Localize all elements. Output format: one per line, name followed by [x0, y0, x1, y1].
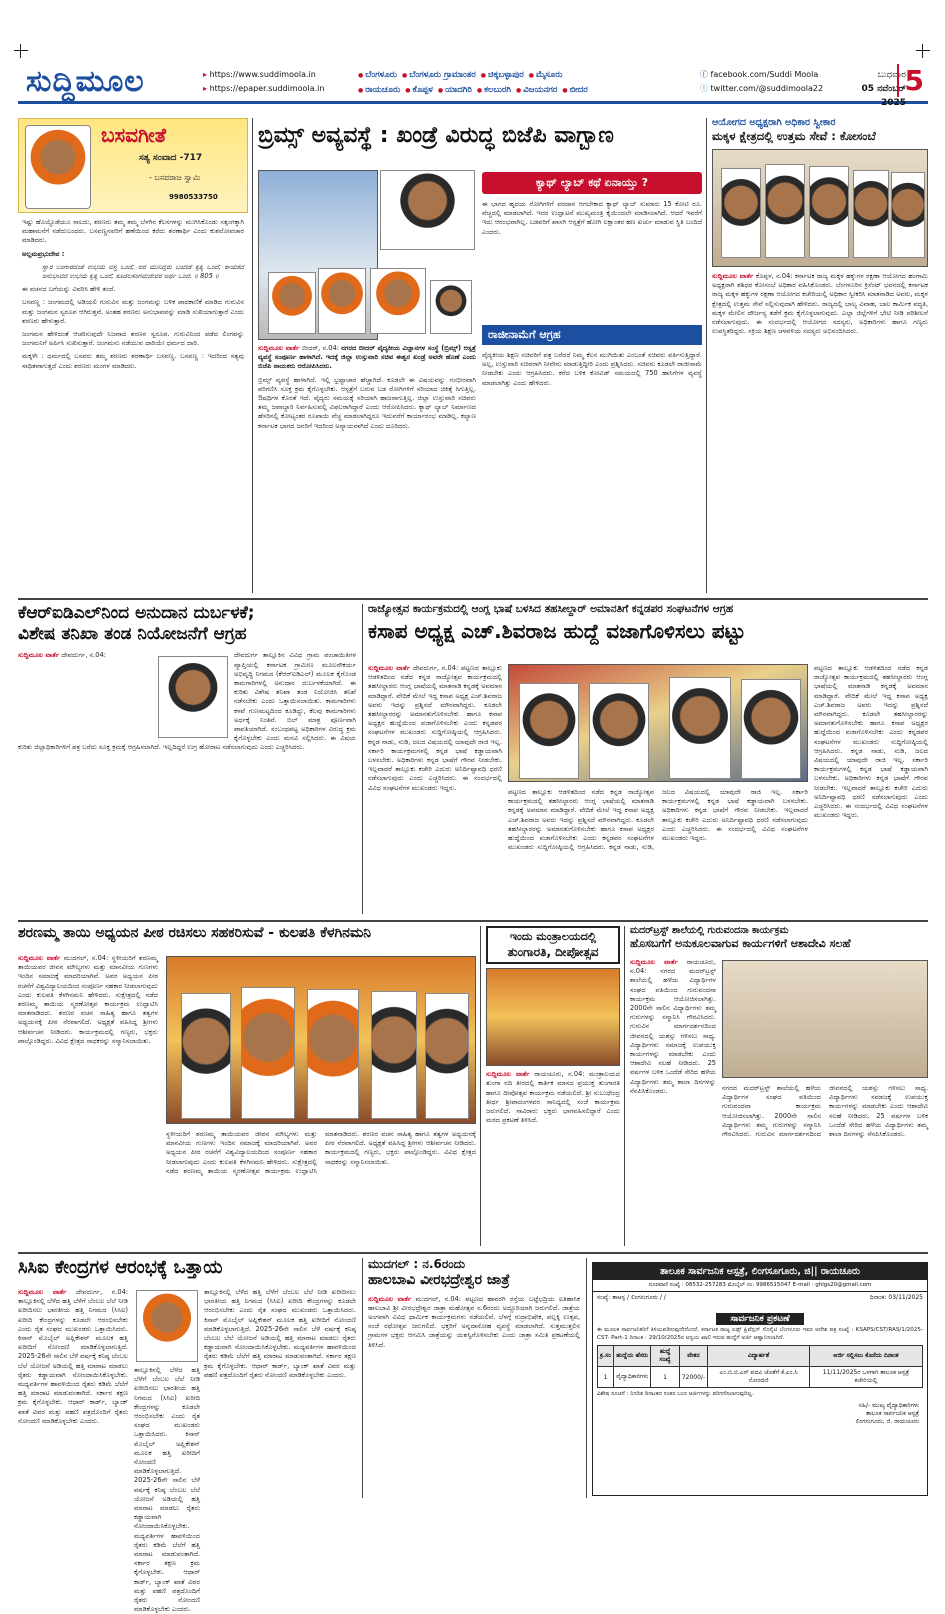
sharanamma-story: ಶರಣಮ್ಮ ತಾಯಿ ಅಧ್ಯಯನ ಪೀಠ ರಚಿಸಲು ಸಹಕರಿಸುವೆ - ಕುಲಪತಿ ಕೆಳಗಿನಮನಿ ಸುದ್ದಿಮೂಲ ವಾರ್ತೆ ಮುದಗಲ್, ನ.04: ಸ್ಥಳೀಯರಿಗೆ ಶರಣಮ್ಮ ತಾಯಿಯವರ ಜೀವನ ಮೌಲ್ಯಗಳು ಮತ್ತು ಮಾನವೀಯ ಗುಣಗಳು ಇಂದಿನ ಸಮಾಜಕ್ಕೆ ಮಾದರಿಯಾಗಿವೆ. ಅವರ ಅಧ್ಯಯನ ಪೀಠ ರಚನೆಗೆ ವಿಶ್ವವಿದ್ಯಾಲಯದಿಂದ ಸಂಪೂರ್ಣ ಸಹಕಾರ ನೀಡಲಾಗುವುದು ಎಂದು ಕುಲಪತಿ ಕೆಳಗಿನಮನಿ ಹೇಳಿದರು. ಸುಕ್ಷೇತ್ರದಲ್ಲಿ ನಡೆದ ಶರಣಮ್ಮ ತಾಯಿಯ ಸ್ಮರಣೋತ್ಸವ ಕಾರ್ಯಕ್ರಮ ಉದ್ಘಾಟಿಸಿ ಮಾತನಾಡಿದರು. ಶರಣರ ವಚನ ಸಾಹಿತ್ಯ ಹಾಗೂ ತತ್ವಗಳ ಅಧ್ಯಯನಕ್ಕೆ ಪೀಠ ನೆರವಾಗಲಿದೆ. ಅಧ್ಯಕ್ಷತೆ ವಹಿಸಿದ್ದ ಶ್ರೀಗಳು ಆಶೀರ್ವಚನ ನೀಡಿದರು. ಕಾರ್ಯಕ್ರಮದಲ್ಲಿ ಗಣ್ಯರು, ಭಕ್ತರು ಪಾಲ್ಗೊಂಡಿದ್ದರು. ವಿವಿಧ ಕ್ಷೇತ್ರದ ಸಾಧಕರನ್ನು ಸನ್ಮಾನಿಸಲಾಯಿತು. ಸ್ಥಳೀಯರಿಗೆ ಶರಣಮ್ಮ ತಾಯಿಯವರ ಜೀವನ ಮೌಲ್ಯಗಳು ಮತ್ತು ಮಾನವೀಯ ಗುಣಗಳು ಇಂದಿನ ಸಮಾಜಕ್ಕೆ ಮಾದರಿಯಾಗಿವೆ. ಅವರ ಅಧ್ಯಯನ ಪೀಠ ರಚನೆಗೆ ವಿಶ್ವವಿದ್ಯಾಲಯದಿಂದ ಸಂಪೂರ್ಣ ಸಹಕಾರ ನೀಡಲಾಗುವುದು ಎಂದು ಕುಲಪತಿ ಕೆಳಗಿನಮನಿ ಹೇಳಿದರು. ಸುಕ್ಷೇತ್ರದಲ್ಲಿ ನಡೆದ ಶರಣಮ್ಮ ತಾಯಿಯ ಸ್ಮರಣೋತ್ಸವ ಕಾರ್ಯಕ್ರಮ ಉದ್ಘಾಟಿಸಿ ಮಾತನಾಡಿದರು. ಶರಣರ ವಚನ ಸಾಹಿತ್ಯ ಹಾಗೂ ತತ್ವಗಳ ಅಧ್ಯಯನಕ್ಕೆ ಪೀಠ ನೆರವಾಗಲಿದೆ. ಅಧ್ಯಕ್ಷತೆ ವಹಿಸಿದ್ದ ಶ್ರೀಗಳು ಆಶೀರ್ವಚನ ನೀಡಿದರು. ಕಾರ್ಯಕ್ರಮದಲ್ಲಿ ಗಣ್ಯರು, ಭಕ್ತರು ಪಾಲ್ಗೊಂಡಿದ್ದರು. ವಿವಿಧ ಕ್ಷೇತ್ರದ ಸಾಧಕರನ್ನು ಸನ್ಮಾನಿಸಲಾಯಿತು.: [18, 925, 476, 1175]
kasapa-kicker: ರಾಜ್ಯೋತ್ಸವ ಕಾರ್ಯಕ್ರಮದಲ್ಲಿ ಆಂಗ್ಲ ಭಾಷೆ ಬಳಸಿದ ತಹಸೀಲ್ದಾರ್ ಅಮಾನತಿಗೆ ಕನ್ನಡಪರ ಸಂಘಟನೆಗಳ ಆಗ್ರಹ: [368, 603, 734, 615]
kridl-story: ಕೆಆರ್‌ಐಡಿಎಲ್‌ನಿಂದ ಅನುದಾನ ದುರ್ಬಳಕೆ; ವಿಶೇಷ ತನಿಖಾ ತಂಡ ನಿಯೋಜನೆಗೆ ಆಗ್ರಹ ಸುದ್ದಿಮೂಲ ವಾರ್ತೆ ದೇವದುರ್ಗ, ನ.04: ದೇವದುರ್ಗ ತಾಲ್ಲೂಕಿನ ವಿವಿಧ ಗ್ರಾಮ ಪಂಚಾಯಿತಿಗಳ ವ್ಯಾಪ್ತಿಯಲ್ಲಿ ಕರ್ನಾಟಕ ಗ್ರಾಮೀಣ ಮೂಲಸೌಕರ್ಯ ಅಭಿವೃದ್ಧಿ ನಿಗಮದ (ಕೆಆರ್‌ಐಡಿಎಲ್) ಮೂಲಕ ಕೈಗೊಂಡ ಕಾಮಗಾರಿಗಳಲ್ಲಿ ಅನುದಾನ ದುರ್ಬಳಕೆಯಾಗಿದೆ. ಈ ಕುರಿತು ವಿಶೇಷ ತನಿಖಾ ತಂಡ ನಿಯೋಜಿಸಿ ತನಿಖೆ ನಡೆಸಬೇಕು ಎಂದು ಒತ್ತಾಯಿಸಲಾಯಿತು. ಕಾಮಗಾರಿಗಳು ಕಳಪೆ ಗುಣಮಟ್ಟದಿಂದ ಕೂಡಿದ್ದು, ಕೆಲವು ಕಾಮಗಾರಿಗಳು ಅರ್ಧಕ್ಕೆ ನಿಂತಿವೆ. ಬಿಲ್ ಮಾತ್ರ ಪೂರ್ಣವಾಗಿ ಪಾವತಿಯಾಗಿದೆ. ಸಂಬಂಧಪಟ್ಟ ಅಧಿಕಾರಿಗಳ ವಿರುದ್ಧ ಕ್ರಮ ಕೈಗೊಳ್ಳಬೇಕು ಎಂದು ಮನವಿ ಸಲ್ಲಿಸಿದರು. ಈ ವಿಷಯ ಕುರಿತು ಜಿಲ್ಲಾಧಿಕಾರಿಗಳಿಗೆ ಪತ್ರ ಬರೆದು ಸೂಕ್ತ ಕ್ರಮಕ್ಕೆ ಆಗ್ರಹಿಸಲಾಗಿದೆ. ಇಲ್ಲದಿದ್ದರೆ ಉಗ್ರ ಹೋರಾಟ ನಡೆಸಲಾಗುವುದು ಎಂದು ಎಚ್ಚರಿಸಿದರು.: [18, 603, 356, 752]
city-link[interactable]: ● ಬೆಂಗಳೂರು: [358, 70, 397, 80]
byline: ಸುದ್ದಿಮೂಲ ವಾರ್ತೆ: [486, 1070, 530, 1079]
column-divider: [252, 118, 253, 593]
column-divider: [480, 926, 481, 1246]
person-figure: [519, 683, 579, 779]
person-figure: [307, 989, 359, 1119]
person-figure: [721, 168, 761, 258]
person-figure: [425, 993, 469, 1119]
person-figure: [669, 677, 731, 779]
twitter-icon: ⓣ: [700, 84, 708, 93]
city-link[interactable]: ● ಕೊಪ್ಪಳ: [405, 85, 433, 95]
masthead: [18, 62, 928, 108]
byline: ಸುದ್ದಿಮೂಲ ವಾರ್ತೆ: [258, 344, 300, 352]
guruvandana-kicker: ಮದರ್‌ಟ್ರಸ್ಟ್ ಶಾಲೆಯಲ್ಲಿ ಗುರುವಂದನಾ ಕಾರ್ಯಕ್ರಮ: [630, 925, 789, 936]
city-link[interactable]: ● ವಿಜಯನಗರ: [516, 85, 557, 95]
column-divider: [624, 926, 625, 1246]
byline: ಸುದ್ದಿಮೂಲ ವಾರ್ತೆ: [18, 651, 60, 660]
public-notice-ad: [592, 1262, 928, 1496]
person-figure: [241, 987, 295, 1119]
koshambi-headline[interactable]: ಮಕ್ಕಳ ಕ್ಷೇತ್ರದಲ್ಲಿ ಉತ್ತಮ ಸೇವೆ : ಕೋಸಂಬೆ: [712, 129, 876, 144]
basavageete-column: [18, 118, 248, 593]
person-figure: [181, 993, 231, 1119]
kasapa-press-meet-photo: [508, 664, 808, 782]
notice-intro: ಈ ಮೂಲಕ ಸಾರ್ವಜನಿಕರಿಗೆ ತಿಳಿಯಪಡಿಸುವುದೇನೆಂದರೆ, ಕರ್ನಾಟಕ ರಾಜ್ಯ ಏಡ್ಸ್ ಪ್ರಿವೆನ್ಷನ್ ಸೊಸೈಟಿ ಬೆಂಗಳೂರು ಇವರ ಆದೇಶ ಪತ್ರ ಸಂಖ್ಯೆ : KSAPS/CST/RAS/1/2025-CST- Part-1 ದಿನಾಂಕ : 29/10/2025ರ ಅನ್ವಯ ಖಾಲಿ ಇರುವ ಹುದ್ದೆಗೆ ಅರ್ಜಿ ಆಹ್ವಾನಿಸಲಾಗಿದೆ.: [597, 1327, 923, 1341]
website-links: [203, 68, 324, 96]
website-url[interactable]: ▸ https://www.suddimoola.in: [203, 68, 324, 82]
person-figure: [765, 164, 805, 258]
politician-portrait: [380, 170, 475, 250]
cath-lab-sidebar: ಕ್ಯಾಥ್ ಲ್ಯಾಬ್ ಕಥೆ ಏನಾಯ್ತು ? ಈ ಭಾಗದ ಹೃದಯ ರೋಗಿಗಳಿಗೆ ವರದಾನ ಆಗಬೇಕಾದ ಕ್ಯಾಥ್ ಲ್ಯಾಬ್ ಸುಮಾರು 15 ಕೋಟಿ ರೂ. ವೆಚ್ಚದಲ್ಲಿ ಮಾಡಲಾಗಿದೆ. ಇದರ ಉದ್ಘಾಟನೆ ಮುಖ್ಯಮಂತ್ರಿ ಕೈಯಿಂದಲೇ ಮಾಡಿಸಲಾಗಿದೆ. ಆದರೆ ಇವರೆಗೆ ಇದು ಆರಂಭವಾಗಿಲ್ಲ. ಬಡವರಿಗೆ ಖಾಸಗಿ ಆಸ್ಪತ್ರೆಗೆ ಹೋಗಿ ಲಕ್ಷಾಂತರ ಹಣ ಖರ್ಚು ಮಾಡುವ ಸ್ಥಿತಿ ಬಂದಿದೆ ಎಂದರು.: [482, 172, 702, 322]
notice-title: ಸಾರ್ವಜನಿಕ ಪ್ರಕಟಣೆ: [593, 1306, 927, 1325]
table-row: 1 ವೈದ್ಯಾಧಿಕಾರಿಗಳು 1 72000/- ಎಂ.ಬಿ.ಬಿ.ಎಸ್ ಪದವಿ ಜೊತೆಗೆ ಕೆ.ಎಂ.ಸಿ ನೋಂದಣಿ 11/11/2025ರ ಒಳಗಾಗಿ ತಾಲೂಕ ಆಸ್ಪತ್ರೆ ಕಚೇರಿಯಲ್ಲಿ: [598, 1367, 923, 1388]
newspaper-logo[interactable]: ಸುದ್ದಿಮೂಲ: [26, 64, 145, 99]
politician-portrait: [430, 280, 472, 334]
farmer-leader-portrait: [136, 1290, 198, 1362]
guruvandana-story: ಮದರ್‌ಟ್ರಸ್ಟ್ ಶಾಲೆಯಲ್ಲಿ ಗುರುವಂದನಾ ಕಾರ್ಯಕ್ರಮ ಹೊಸಬಗೆಗೆ ಅನುಕೂಲವಾಗುವ ಕಾರ್ಯಗಳಿಗೆ ಆಶಾದೇವಿ ಸಲಹೆ ಸುದ್ದಿಮೂಲ ವಾರ್ತೆ ರಾಯಚೂರು, ನ.04: ನಗರದ ಮದರ್‌ಟ್ರಸ್ಟ್ ಶಾಲೆಯಲ್ಲಿ ಹಳೆಯ ವಿದ್ಯಾರ್ಥಿಗಳ ಸಂಘದ ವತಿಯಿಂದ ಗುರುವಂದನಾ ಕಾರ್ಯಕ್ರಮ ಆಯೋಜಿಸಲಾಗಿತ್ತು. 2000ನೇ ಸಾಲಿನ ವಿದ್ಯಾರ್ಥಿಗಳು ತಮ್ಮ ಗುರುಗಳನ್ನು ಸನ್ಮಾನಿಸಿ ಗೌರವಿಸಿದರು. ಗುರುವಿನ ಮಾರ್ಗದರ್ಶನದಿಂದ ಜೀವನದಲ್ಲಿ ಯಶಸ್ಸು ಗಳಿಸಲು ಸಾಧ್ಯ. ವಿದ್ಯಾರ್ಥಿಗಳು ಸಮಾಜಕ್ಕೆ ಉಪಯುಕ್ತ ಕಾರ್ಯಗಳನ್ನು ಮಾಡಬೇಕು ಎಂದು ಆಶಾದೇವಿ ಸಲಹೆ ನೀಡಿದರು. 25 ವರ್ಷಗಳ ಬಳಿಕ ಒಂದೆಡೆ ಸೇರಿದ ಹಳೆಯ ವಿದ್ಯಾರ್ಥಿಗಳು ತಮ್ಮ ಶಾಲಾ ದಿನಗಳನ್ನು ನೆನಪಿಸಿಕೊಂಡರು. ನಗರದ ಮದರ್‌ಟ್ರಸ್ಟ್ ಶಾಲೆಯಲ್ಲಿ ಹಳೆಯ ವಿದ್ಯಾರ್ಥಿಗಳ ಸಂಘದ ವತಿಯಿಂದ ಗುರುವಂದನಾ ಕಾರ್ಯಕ್ರಮ ಆಯೋಜಿಸಲಾಗಿತ್ತು. 2000ನೇ ಸಾಲಿನ ವಿದ್ಯಾರ್ಥಿಗಳು ತಮ್ಮ ಗುರುಗಳನ್ನು ಸನ್ಮಾನಿಸಿ ಗೌರವಿಸಿದರು. ಗುರುವಿನ ಮಾರ್ಗದರ್ಶನದಿಂದ ಜೀವನದಲ್ಲಿ ಯಶಸ್ಸು ಗಳಿಸಲು ಸಾಧ್ಯ. ವಿದ್ಯಾರ್ಥಿಗಳು ಸಮಾಜಕ್ಕೆ ಉಪಯುಕ್ತ ಕಾರ್ಯಗಳನ್ನು ಮಾಡಬೇಕು ಎಂದು ಆಶಾದೇವಿ ಸಲಹೆ ನೀಡಿದರು. 25 ವರ್ಷಗಳ ಬಳಿಕ ಒಂದೆಡೆ ಸೇರಿದ ಹಳೆಯ ವಿದ್ಯಾರ್ಥಿಗಳು ತಮ್ಮ ಶಾಲಾ ದಿನಗಳನ್ನು ನೆನಪಿಸಿಕೊಂಡರು.: [630, 925, 928, 1139]
city-link[interactable]: ● ಕಲಬುರಗಿ: [477, 85, 511, 95]
brims-headline[interactable]: ಬ್ರಿಮ್ಸ್ ಅವ್ಯವಸ್ಥೆ : ಖಂಡ್ರೆ ವಿರುದ್ಧ ಬಿಜೆಪಿ ವಾಗ್ಬಾಣ: [258, 123, 614, 148]
mantralaya-temple-photo: [486, 968, 620, 1066]
guruvandana-headline[interactable]: ಹೊಸಬಗೆಗೆ ಅನುಕೂಲವಾಗುವ ಕಾರ್ಯಗಳಿಗೆ ಆಶಾದೇವಿ ಸಲಹೆ: [630, 937, 851, 951]
notice-note: ವಿಶೇಷ ಸೂಚನೆ : ನಿಗದಿತ ದಿನಾಂಕದ ನಂತರ ಬಂದ ಅರ್ಜಿಗಳನ್ನು ಪರಿಗಣಿಸಲಾಗುವುದಿಲ್ಲ.: [597, 1391, 754, 1398]
mantralaya-headline-box[interactable]: ಇಂದು ಮಂತ್ರಾಲಯದಲ್ಲಿ ತುಂಗಾರತಿ, ದೀಪೋತ್ಸವ: [486, 926, 620, 964]
basavanna-portrait: [25, 125, 91, 209]
registration-mark: [916, 44, 930, 58]
basavageete-banner: [18, 118, 248, 213]
byline: ಸುದ್ದಿಮೂಲ ವಾರ್ತೆ: [368, 1294, 412, 1303]
person-figure: [891, 172, 925, 258]
cci-headline[interactable]: ಸಿಸಿಐ ಕೇಂದ್ರಗಳ ಆರಂಭಕ್ಕೆ ಒತ್ತಾಯ: [18, 1257, 223, 1278]
brims-lead: ಸುದ್ದಿಮೂಲ ವಾರ್ತೆ ಬೀದರ್, ನ.04: ನಗರದ ಬೀದರ್ ವೈದ್ಯಕೀಯ ವಿಜ್ಞಾನಗಳ ಸಂಸ್ಥೆ (ಬ್ರಿಮ್ಸ್) ಆಸ್ಪತ್ರೆ ವ್ಯವಸ್ಥೆ ಸಂಪೂರ್ಣ ಹಾಳಾಗಿದೆ. ಇದಕ್ಕೆ ಜಿಲ್ಲಾ ಉಸ್ತುವಾರಿ ಸಚಿವ ಈಶ್ವರ ಖಂಡ್ರೆ ಅವರೇ ಹೊಣೆ ಎಂದು ಬಿಜೆಪಿ ನಾಯಕರು ಆರೋಪಿಸಿದರು. ಬ್ರಿಮ್ಸ್ ವ್ಯವಸ್ಥೆ ಹಾಳಾಗಿದೆ. ಇಲ್ಲಿ ಭ್ರಷ್ಟಾಚಾರ ಹೆಚ್ಚಾಗಿದೆ. ಕೂಡಲೇ ಈ ವಿಷಯವನ್ನು ಗಂಭೀರವಾಗಿ ಪರಿಗಣಿಸಿ ಸೂಕ್ತ ಕ್ರಮ ಕೈಗೊಳ್ಳಬೇಕು. ಆಸ್ಪತ್ರೆಗೆ ಬರುವ ಬಡ ರೋಗಿಗಳಿಗೆ ಸರಿಯಾದ ಚಿಕಿತ್ಸೆ ಸಿಗುತ್ತಿಲ್ಲ. ಔಷಧಿಗಳ ಕೊರತೆ ಇದೆ. ವೈದ್ಯರು ಸಮಯಕ್ಕೆ ಸರಿಯಾಗಿ ಹಾಜರಾಗುತ್ತಿಲ್ಲ. ಜಿಲ್ಲಾ ಉಸ್ತುವಾರಿ ಸಚಿವರು ತಮ್ಮ ಜವಾಬ್ದಾರಿ ನಿರ್ವಹಿಸುವಲ್ಲಿ ವಿಫಲರಾಗಿದ್ದಾರೆ ಎಂದು ಆರೋಪಿಸಿದರು. ಕ್ಯಾಥ್ ಲ್ಯಾಬ್ ನಿರ್ಮಾಣದ ಹೆಸರಿನಲ್ಲಿ ಕೋಟ್ಯಂತರ ರೂಪಾಯಿ ವೆಚ್ಚ ಮಾಡಲಾಗಿದ್ದರೂ ಇದುವರೆಗೆ ಕಾರ್ಯಾರಂಭ ಮಾಡಿಲ್ಲ. ಕಲ್ಯಾಣ ಕರ್ನಾಟಕ ಭಾಗದ ಜನರಿಗೆ ಇದರಿಂದ ಅನ್ಯಾಯವಾಗಿದೆ ಎಂದು ದೂರಿದರು.: [258, 344, 476, 430]
person-figure: [853, 170, 889, 258]
politician-portrait: [268, 272, 316, 334]
issue-date-text: 05 ನವೆಂಬರ್ 2025: [861, 84, 906, 108]
vacancy-table: ಕ್ರ.ಸಂ ಹುದ್ದೆಯ ಹೆಸರು ಹುದ್ದೆ ಸಂಖ್ಯೆ ವೇತನ ವಿದ್ಯಾರ್ಹತೆ ಅರ್ಜಿ ಸಲ್ಲಿಸಲು ಕೊನೆಯ ದಿನಾಂಕ 1 ವೈದ್ಯಾಧಿಕಾರಿಗಳು 1 72000/- ಎಂ.ಬಿ.ಬಿ.ಎಸ್ ಪದವಿ ಜೊತೆಗೆ ಕೆ.ಎಂ.ಸಿ ನೋಂದಣಿ 11/11/2025ರ ಒಳಗಾಗಿ ತಾಲೂಕ ಆಸ್ಪತ್ರೆ ಕಚೇರಿಯಲ್ಲಿ: [597, 1345, 923, 1388]
kasapa-story: ರಾಜ್ಯೋತ್ಸವ ಕಾರ್ಯಕ್ರಮದಲ್ಲಿ ಆಂಗ್ಲ ಭಾಷೆ ಬಳಸಿದ ತಹಸೀಲ್ದಾರ್ ಅಮಾನತಿಗೆ ಕನ್ನಡಪರ ಸಂಘಟನೆಗಳ ಆಗ್ರಹ ಕಸಾಪ ಅಧ್ಯಕ್ಷ ಎಚ್.ಶಿವರಾಜ ಹುದ್ದೆ ವಜಾಗೊಳಿಸಲು ಪಟ್ಟು ಸುದ್ದಿಮೂಲ ವಾರ್ತೆ ದೇವದುರ್ಗ, ನ.04: ಪಟ್ಟಣದ ತಾಲ್ಲೂಕು ಆಡಳಿತದಿಂದ ನಡೆದ ಕನ್ನಡ ರಾಜ್ಯೋತ್ಸವ ಕಾರ್ಯಕ್ರಮದಲ್ಲಿ ತಹಸೀಲ್ದಾರರು ಆಂಗ್ಲ ಭಾಷೆಯಲ್ಲಿ ಮಾತನಾಡಿ ಕನ್ನಡಕ್ಕೆ ಅವಮಾನ ಮಾಡಿದ್ದಾರೆ. ವೇದಿಕೆ ಮೇಲೆ ಇದ್ದ ಕಸಾಪ ಅಧ್ಯಕ್ಷ ಎಚ್.ಶಿವರಾಜ ಅವರು ಇದನ್ನು ಪ್ರಶ್ನಿಸದೆ ಮೌನವಾಗಿದ್ದರು. ಕೂಡಲೇ ತಹಸೀಲ್ದಾರರನ್ನು ಅಮಾನತುಗೊಳಿಸಬೇಕು ಹಾಗೂ ಕಸಾಪ ಅಧ್ಯಕ್ಷರ ಹುದ್ದೆಯಿಂದ ವಜಾಗೊಳಿಸಬೇಕು ಎಂದು ಕನ್ನಡಪರ ಸಂಘಟನೆಗಳ ಮುಖಂಡರು ಸುದ್ದಿಗೋಷ್ಠಿಯಲ್ಲಿ ಆಗ್ರಹಿಸಿದರು. ಕನ್ನಡ ನಾಡು, ನುಡಿ, ಜಲದ ವಿಷಯದಲ್ಲಿ ಯಾವುದೇ ರಾಜಿ ಇಲ್ಲ. ಸರ್ಕಾರಿ ಕಾರ್ಯಕ್ರಮಗಳಲ್ಲಿ ಕನ್ನಡ ಭಾಷೆ ಕಡ್ಡಾಯವಾಗಿ ಬಳಸಬೇಕು. ಅಧಿಕಾರಿಗಳು ಕನ್ನಡ ಭಾಷೆಗೆ ಗೌರವ ನೀಡಬೇಕು. ಇಲ್ಲವಾದರೆ ತಾಲ್ಲೂಕು ಕಚೇರಿ ಎದುರು ಅನಿರ್ದಿಷ್ಟಾವಧಿ ಧರಣಿ ನಡೆಸಲಾಗುವುದು ಎಂದು ಎಚ್ಚರಿಸಿದರು. ಈ ಸಂದರ್ಭದಲ್ಲಿ ವಿವಿಧ ಸಂಘಟನೆಗಳ ಮುಖಂಡರು ಇದ್ದರು. ಪಟ್ಟಣದ ತಾಲ್ಲೂಕು ಆಡಳಿತದಿಂದ ನಡೆದ ಕನ್ನಡ ರಾಜ್ಯೋತ್ಸವ ಕಾರ್ಯಕ್ರಮದಲ್ಲಿ ತಹಸೀಲ್ದಾರರು ಆಂಗ್ಲ ಭಾಷೆಯಲ್ಲಿ ಮಾತನಾಡಿ ಕನ್ನಡಕ್ಕೆ ಅವಮಾನ ಮಾಡಿದ್ದಾರೆ. ವೇದಿಕೆ ಮೇಲೆ ಇದ್ದ ಕಸಾಪ ಅಧ್ಯಕ್ಷ ಎಚ್.ಶಿವರಾಜ ಅವರು ಇದನ್ನು ಪ್ರಶ್ನಿಸದೆ ಮೌನವಾಗಿದ್ದರು. ಕೂಡಲೇ ತಹಸೀಲ್ದಾರರನ್ನು ಅಮಾನತುಗೊಳಿಸಬೇಕು ಹಾಗೂ ಕಸಾಪ ಅಧ್ಯಕ್ಷರ ಹುದ್ದೆಯಿಂದ ವಜಾಗೊಳಿಸಬೇಕು ಎಂದು ಕನ್ನಡಪರ ಸಂಘಟನೆಗಳ ಮುಖಂಡರು ಸುದ್ದಿಗೋಷ್ಠಿಯಲ್ಲಿ ಆಗ್ರಹಿಸಿದರು. ಕನ್ನಡ ನಾಡು, ನುಡಿ, ಜಲದ ವಿಷಯದಲ್ಲಿ ಯಾವುದೇ ರಾಜಿ ಇಲ್ಲ. ಸರ್ಕಾರಿ ಕಾರ್ಯಕ್ರಮಗಳಲ್ಲಿ ಕನ್ನಡ ಭಾಷೆ ಕಡ್ಡಾಯವಾಗಿ ಬಳಸಬೇಕು. ಅಧಿಕಾರಿಗಳು ಕನ್ನಡ ಭಾಷೆಗೆ ಗೌರವ ನೀಡಬೇಕು. ಇಲ್ಲವಾದರೆ ತಾಲ್ಲೂಕು ಕಚೇರಿ ಎದುರು ಅನಿರ್ದಿಷ್ಟಾವಧಿ ಧರಣಿ ನಡೆಸಲಾಗುವುದು ಎಂದು ಎಚ್ಚರಿಸಿದರು. ಈ ಸಂದರ್ಭದಲ್ಲಿ ವಿವಿಧ ಸಂಘಟನೆಗಳ ಮುಖಂಡರು ಇದ್ದರು. ಪಟ್ಟಣದ ತಾಲ್ಲೂಕು ಆಡಳಿತದಿಂದ ನಡೆದ ಕನ್ನಡ ರಾಜ್ಯೋತ್ಸವ ಕಾರ್ಯಕ್ರಮದಲ್ಲಿ ತಹಸೀಲ್ದಾರರು ಆಂಗ್ಲ ಭಾಷೆಯಲ್ಲಿ ಮಾತನಾಡಿ ಕನ್ನಡಕ್ಕೆ ಅವಮಾನ ಮಾಡಿದ್ದಾರೆ. ವೇದಿಕೆ ಮೇಲೆ ಇದ್ದ ಕಸಾಪ ಅಧ್ಯಕ್ಷ ಎಚ್.ಶಿವರಾಜ ಅವರು ಇದನ್ನು ಪ್ರಶ್ನಿಸದೆ ಮೌನವಾಗಿದ್ದರು. ಕೂಡಲೇ ತಹಸೀಲ್ದಾರರನ್ನು ಅಮಾನತುಗೊಳಿಸಬೇಕು ಹಾಗೂ ಕಸಾಪ ಅಧ್ಯಕ್ಷರ ಹುದ್ದೆಯಿಂದ ವಜಾಗೊಳಿಸಬೇಕು ಎಂದು ಕನ್ನಡಪರ ಸಂಘಟನೆಗಳ ಮುಖಂಡರು ಸುದ್ದಿಗೋಷ್ಠಿಯಲ್ಲಿ ಆಗ್ರಹಿಸಿದರು. ಕನ್ನಡ ನಾಡು, ನುಡಿ, ಜಲದ ವಿಷಯದಲ್ಲಿ ಯಾವುದೇ ರಾಜಿ ಇಲ್ಲ. ಸರ್ಕಾರಿ ಕಾರ್ಯಕ್ರಮಗಳಲ್ಲಿ ಕನ್ನಡ ಭಾಷೆ ಕಡ್ಡಾಯವಾಗಿ ಬಳಸಬೇಕು. ಅಧಿಕಾರಿಗಳು ಕನ್ನಡ ಭಾಷೆಗೆ ಗೌರವ ನೀಡಬೇಕು. ಇಲ್ಲವಾದರೆ ತಾಲ್ಲೂಕು ಕಚೇರಿ ಎದುರು ಅನಿರ್ದಿಷ್ಟಾವಧಿ ಧರಣಿ ನಡೆಸಲಾಗುವುದು ಎಂದು ಎಚ್ಚರಿಸಿದರು. ಈ ಸಂದರ್ಭದಲ್ಲಿ ವಿವಿಧ ಸಂಘಟನೆಗಳ ಮುಖಂಡರು ಇದ್ದರು.: [368, 603, 928, 852]
person-figure: [589, 683, 649, 779]
column-divider: [706, 118, 707, 593]
issue-day: ಬುಧವಾರ: [877, 70, 906, 80]
city-link[interactable]: ● ಬೀದರ: [562, 85, 587, 95]
mantralaya-story: ಇಂದು ಮಂತ್ರಾಲಯದಲ್ಲಿ ತುಂಗಾರತಿ, ದೀಪೋತ್ಸವ ಸುದ್ದಿಮೂಲ ವಾರ್ತೆ ರಾಯಚೂರು, ನ.04: ಮಂತ್ರಾಲಯದ ತುಂಗಾ ನದಿ ತೀರದಲ್ಲಿ ಕಾರ್ತಿಕ ಮಾಸದ ಪ್ರಯುಕ್ತ ತುಂಗಾರತಿ ಹಾಗೂ ದೀಪೋತ್ಸವ ಕಾರ್ಯಕ್ರಮ ನಡೆಯಲಿದೆ. ಶ್ರೀ ಸುಬುಧೇಂದ್ರ ತೀರ್ಥ ಶ್ರೀಪಾದಂಗಳವರ ಸಾನಿಧ್ಯದಲ್ಲಿ ಸಂಜೆ ಕಾರ್ಯಕ್ರಮ ಜರುಗಲಿದೆ. ಸಾವಿರಾರು ಭಕ್ತರು ಭಾಗವಹಿಸಲಿದ್ದಾರೆ ಎಂದು ಮಠದ ಪ್ರಕಟಣೆ ತಿಳಿಸಿದೆ.: [486, 926, 620, 1246]
column-subtitle: ಸತ್ಯ ಸಂವಾದ -717: [139, 153, 203, 163]
registration-mark: [14, 44, 28, 58]
basavageete-body: ಇಷ್ಟು ಹೊಯ್ದೊಡೆಯೂ ಸಾಲದು, ಶರಣರು ತಮ್ಮ ತಮ್ಮ ಬೆಳಗಿನ ಕೆಲಸಗಳನ್ನು ಮುಗಿಸಿಕೊಂಡು ಸತ್ಸಂಗಕ್ಕಾಗಿ ಮಹಾಮನೆಗೆ ನಡೆದುಬಂದರು. ಬಸವಣ್ಣನವರಿಗೆ ಹಣೆಯಿಂದ ಕರೆದು ಶರಣಾರ್ಥಿ ಎಂದು ಕುಶಲೋಪಚಾರ ಮಾಡಿದರು. ಅಲ್ಲಮಪ್ರಭುದೇವ : ಸ್ವಾರ ಬಂಗಾರದಂತೆ ಉಭಯ ವಸ್ತ ಒಂದೆ; ಆರ ಮುನಿದ್ದರು ಬಂದಡೆ ಕೃತ್ಯ ಒಂದೆ; ಕಾಯಕದ ಅನುಭಾವದ ಉಭಯ ಕೃತ್ಯ ಒಂದೆ; ಕೂಡಲಸಂಗಮದೇವರ ಅರ್ಥ ಒಂದೆ. ॥ 805 ॥ ಈ ವಚನದ ಬಗೆಯನ್ನು ವಿವರಿಸಿ ಹೇಳಿ ತಂದೆ. ಬಸವಣ್ಣ : ಜಂಗಮದಲ್ಲಿ ಅಡಿಯಲಿ ಗುರುವಿನ ಮತ್ತು ಜಂಗಮನ್ನು ಬಳಿಕ ಪಾದಕಾಣಿಕೆ ಮಾಡಿದ ಗುರುವಿನ ಮತ್ತು ಜಂಗಮನ ಸ್ವರೂಪ ಆಗಿರುತ್ತವೆ. ಅಂತಹ ಶರಣರು ಅನುಭಾವವನ್ನು ಮಾಡಿ ಸುಖಿಯಾಗುತ್ತಾರೆ ಎಂದು ಶರಣರು ಹೇಳುತ್ತಾರೆ. ಜಂಗಮನ ಹೇಳಿದಂತೆ ಆಚರಿಸುವುದೇ ನಿಜವಾದ ಶರಣನ ಸ್ವರೂಪ. ಗುರುವಿನಿಂದ ಪಡೆದ ಲಿಂಗವನ್ನು ಜಂಗಮನಿಗೆ ಅರ್ಪಿಸಿ ಸುಖಿಸುತ್ತಾರೆ. ಜಂಗಮನು ನಡೆಯುವ ದಾರಿಯೇ ಧರ್ಮದ ದಾರಿ. ಮಕ್ಕಳೇ : ಧರ್ಮದಲ್ಲಿ ಬಸವರು ತಮ್ಮ ಶರಣರು ಶರಣಾರ್ಥಿ ಬಸವಣ್ಣ. ಬಸವಣ್ಣ : ಇದರಿಂದ ಸತ್ಯವು ಸಾಧಿತವಾಗುತ್ತದೆ ಎಂದು ಶರಣರು ಮಂಗಳ ಮಾಡಿದರು.: [22, 218, 244, 370]
page-number: 5: [897, 64, 924, 97]
facebook-link[interactable]: facebook.com/Suddi Moola: [710, 70, 819, 79]
byline: ಸುದ್ದಿಮೂಲ ವಾರ್ತೆ: [712, 272, 754, 281]
byline: ಸುದ್ದಿಮೂಲ ವಾರ್ತೆ: [630, 958, 678, 966]
city-link[interactable]: ● ಚಿಕ್ಕಬಳ್ಳಾಪುರ: [481, 70, 524, 80]
activist-portrait: [158, 656, 228, 738]
koshambi-kicker: ಆಯೋಗದ ಅಧ್ಯಕ್ಷರಾಗಿ ಅಧಿಕಾರ ಸ್ವೀಕಾರ: [712, 117, 836, 128]
issue-date: [836, 68, 906, 110]
mudagal-story: ಮುದಗಲ್ : ನ.6ರಂದು ಹಾಲಬಾವಿ ವೀರಭದ್ರೇಶ್ವರ ಜಾತ್ರೆ ಸುದ್ದಿಮೂಲ ವಾರ್ತೆ ಮುದಗಲ್, ನ.04: ಪಟ್ಟಣದ ಹಾವರಗಿ ರಸ್ತೆಯ ಬಟ್ಟೆಭದ್ರಿಯ ಐತಿಹಾಸಿಕ ಹಾಲಬಾವಿ ಶ್ರೀ ವೀರಭದ್ರೇಶ್ವರ ಜಾತ್ರಾ ಮಹೋತ್ಸವ ನ.6ರಂದು ಅದ್ದೂರಿಯಾಗಿ ಜರುಗಲಿದೆ. ಜಾತ್ರೆಯ ಅಂಗವಾಗಿ ವಿವಿಧ ಧಾರ್ಮಿಕ ಕಾರ್ಯಕ್ರಮಗಳು ನಡೆಯಲಿವೆ. ಬೆಳಗ್ಗೆ ರುದ್ರಾಭಿಷೇಕ, ಪಲ್ಲಕ್ಕಿ ಉತ್ಸವ, ಸಂಜೆ ರಥೋತ್ಸವ ಜರುಗಲಿದೆ. ಭಕ್ತರಿಗೆ ಅನ್ನದಾಸೋಹ ವ್ಯವಸ್ಥೆ ಮಾಡಲಾಗಿದೆ. ಸುತ್ತಮುತ್ತಲಿನ ಗ್ರಾಮಗಳ ಭಕ್ತರು ಆಗಮಿಸಿ ಜಾತ್ರೆಯನ್ನು ಯಶಸ್ವಿಗೊಳಿಸಬೇಕು ಎಂದು ಜಾತ್ರಾ ಸಮಿತಿ ಪ್ರಕಟಣೆಯಲ್ಲಿ ತಿಳಿಸಿದೆ.: [368, 1257, 580, 1349]
column-author: - ಬಸವರಾಜ ಸ್ವಾಮಿ: [149, 173, 201, 182]
facebook-icon: ⓕ: [700, 70, 708, 79]
alumni-group-photo: [722, 960, 928, 1078]
resignation-title: ರಾಜೀನಾಮೆಗೆ ಆಗ್ರಹ: [482, 325, 702, 345]
person-figure: [741, 679, 801, 779]
notice-reference: ಸಂಖ್ಯೆ: ತಾಆಸ್ಪ / ಲಿಂಗಸುಗೂರು / /: [597, 1294, 666, 1301]
section-divider: [18, 920, 928, 922]
politician-portrait: [318, 268, 366, 334]
kridl-headline-2[interactable]: ವಿಶೇಷ ತನಿಖಾ ತಂಡ ನಿಯೋಜನೆಗೆ ಆಗ್ರಹ: [18, 623, 247, 644]
column-divider: [362, 1258, 363, 1498]
city-link[interactable]: ● ಬೆಂಗಳೂರು ಗ್ರಾಮಾಂತರ: [402, 70, 476, 80]
mudagal-kicker: ಮುದಗಲ್ : ನ.6ರಂದು: [368, 1257, 466, 1271]
epaper-url[interactable]: ▸ https://epaper.suddimoola.in: [203, 82, 324, 96]
column-divider: [362, 604, 363, 914]
byline: ಸುದ್ದಿಮೂಲ ವಾರ್ತೆ: [368, 664, 410, 672]
column-phone: 9980533750: [169, 193, 218, 201]
section-divider: [18, 598, 928, 600]
city-link[interactable]: ● ಯಾದಗಿರಿ: [438, 85, 472, 95]
politician-portrait: [370, 268, 426, 334]
byline: ಸುದ್ದಿಮೂಲ ವಾರ್ತೆ: [18, 1288, 67, 1296]
notice-date: ದಿನಾಂಕ: 03/11/2025: [869, 1294, 923, 1301]
cath-lab-title: ಕ್ಯಾಥ್ ಲ್ಯಾಬ್ ಕಥೆ ಏನಾಯ್ತು ?: [482, 172, 702, 194]
cci-story: ಸಿಸಿಐ ಕೇಂದ್ರಗಳ ಆರಂಭಕ್ಕೆ ಒತ್ತಾಯ ಸುದ್ದಿಮೂಲ ವಾರ್ತೆ ದೇವದುರ್ಗ, ನ.04: ತಾಲ್ಲೂಕಿನಲ್ಲಿ ಬೆಳೆದ ಹತ್ತಿ ಬೆಳೆಗೆ ಬೆಂಬಲ ಬೆಲೆ ನೀಡಿ ಖರೀದಿಸಲು ಭಾರತೀಯ ಹತ್ತಿ ನಿಗಮದ (ಸಿಸಿಐ) ಖರೀದಿ ಕೇಂದ್ರಗಳನ್ನು ಕೂಡಲೇ ಆರಂಭಿಸಬೇಕು ಎಂದು ರೈತ ಸಂಘದ ಮುಖಂಡರು ಒತ್ತಾಯಿಸಿದರು. ಕಿಸಾನ್ ಮೊಬೈಲ್ ಅಪ್ಲಿಕೇಶನ್ ಮೂಲಕ ಹತ್ತಿ ಖರೀದಿಗೆ ನೋಂದಣಿ ಮಾಡಿಕೊಳ್ಳಲಾಗುತ್ತಿದೆ. 2025-26ನೇ ಸಾಲಿನ ಬೆಳೆ ವರ್ಷಕ್ಕೆ ಕನಿಷ್ಠ ಬೆಂಬಲ ಬೆಲೆ ಯೋಜನೆ ಅಡಿಯಲ್ಲಿ ಹತ್ತಿ ಮಾರಾಟ ಮಾಡಲು ರೈತರು ಕಡ್ಡಾಯವಾಗಿ ನೋಂದಾಯಿಸಿಕೊಳ್ಳಬೇಕು. ಮಧ್ಯವರ್ತಿಗಳ ಹಾವಳಿಯಿಂದ ರೈತರು ಕಡಿಮೆ ಬೆಲೆಗೆ ಹತ್ತಿ ಮಾರಾಟ ಮಾಡುವಂತಾಗಿದೆ. ಸರ್ಕಾರ ತಕ್ಷಣ ಕ್ರಮ ಕೈಗೊಳ್ಳಬೇಕು. ಆಧಾರ್ ಕಾರ್ಡ್, ಬ್ಯಾಂಕ್ ಖಾತೆ ವಿವರ ಮತ್ತು ಪಹಣಿ ಪತ್ರದೊಂದಿಗೆ ರೈತರು ನೋಂದಣಿ ಮಾಡಿಕೊಳ್ಳಬೇಕು ಎಂದರು. ತಾಲ್ಲೂಕಿನಲ್ಲಿ ಬೆಳೆದ ಹತ್ತಿ ಬೆಳೆಗೆ ಬೆಂಬಲ ಬೆಲೆ ನೀಡಿ ಖರೀದಿಸಲು ಭಾರತೀಯ ಹತ್ತಿ ನಿಗಮದ (ಸಿಸಿಐ) ಖರೀದಿ ಕೇಂದ್ರಗಳನ್ನು ಕೂಡಲೇ ಆರಂಭಿಸಬೇಕು ಎಂದು ರೈತ ಸಂಘದ ಮುಖಂಡರು ಒತ್ತಾಯಿಸಿದರು. ಕಿಸಾನ್ ಮೊಬೈಲ್ ಅಪ್ಲಿಕೇಶನ್ ಮೂಲಕ ಹತ್ತಿ ಖರೀದಿಗೆ ನೋಂದಣಿ ಮಾಡಿಕೊಳ್ಳಲಾಗುತ್ತಿದೆ. 2025-26ನೇ ಸಾಲಿನ ಬೆಳೆ ವರ್ಷಕ್ಕೆ ಕನಿಷ್ಠ ಬೆಂಬಲ ಬೆಲೆ ಯೋಜನೆ ಅಡಿಯಲ್ಲಿ ಹತ್ತಿ ಮಾರಾಟ ಮಾಡಲು ರೈತರು ಕಡ್ಡಾಯವಾಗಿ ನೋಂದಾಯಿಸಿಕೊಳ್ಳಬೇಕು. ಮಧ್ಯವರ್ತಿಗಳ ಹಾವಳಿಯಿಂದ ರೈತರು ಕಡಿಮೆ ಬೆಲೆಗೆ ಹತ್ತಿ ಮಾರಾಟ ಮಾಡುವಂತಾಗಿದೆ. ಸರ್ಕಾರ ತಕ್ಷಣ ಕ್ರಮ ಕೈಗೊಳ್ಳಬೇಕು. ಆಧಾರ್ ಕಾರ್ಡ್, ಬ್ಯಾಂಕ್ ಖಾತೆ ವಿವರ ಮತ್ತು ಪಹಣಿ ಪತ್ರದೊಂದಿಗೆ ರೈತರು ನೋಂದಣಿ ಮಾಡಿಕೊಳ್ಳಬೇಕು ಎಂದರು. ತಾಲ್ಲೂಕಿನಲ್ಲಿ ಬೆಳೆದ ಹತ್ತಿ ಬೆಳೆಗೆ ಬೆಂಬಲ ಬೆಲೆ ನೀಡಿ ಖರೀದಿಸಲು ಭಾರತೀಯ ಹತ್ತಿ ನಿಗಮದ (ಸಿಸಿಐ) ಖರೀದಿ ಕೇಂದ್ರಗಳನ್ನು ಕೂಡಲೇ ಆರಂಭಿಸಬೇಕು ಎಂದು ರೈತ ಸಂಘದ ಮುಖಂಡರು ಒತ್ತಾಯಿಸಿದರು. ಕಿಸಾನ್ ಮೊಬೈಲ್ ಅಪ್ಲಿಕೇಶನ್ ಮೂಲಕ ಹತ್ತಿ ಖರೀದಿಗೆ ನೋಂದಣಿ ಮಾಡಿಕೊಳ್ಳಲಾಗುತ್ತಿದೆ. 2025-26ನೇ ಸಾಲಿನ ಬೆಳೆ ವರ್ಷಕ್ಕೆ ಕನಿಷ್ಠ ಬೆಂಬಲ ಬೆಲೆ ಯೋಜನೆ ಅಡಿಯಲ್ಲಿ ಹತ್ತಿ ಮಾರಾಟ ಮಾಡಲು ರೈತರು ಕಡ್ಡಾಯವಾಗಿ ನೋಂದಾಯಿಸಿಕೊಳ್ಳಬೇಕು. ಮಧ್ಯವರ್ತಿಗಳ ಹಾವಳಿಯಿಂದ ರೈತರು ಕಡಿಮೆ ಬೆಲೆಗೆ ಹತ್ತಿ ಮಾರಾಟ ಮಾಡುವಂತಾಗಿದೆ. ಸರ್ಕಾರ ತಕ್ಷಣ ಕ್ರಮ ಕೈಗೊಳ್ಳಬೇಕು. ಆಧಾರ್ ಕಾರ್ಡ್, ಬ್ಯಾಂಕ್ ಖಾತೆ ವಿವರ ಮತ್ತು ಪಹಣಿ ಪತ್ರದೊಂದಿಗೆ ರೈತರು ನೋಂದಣಿ ಮಾಡಿಕೊಳ್ಳಬೇಕು ಎಂದರು.: [18, 1257, 356, 1614]
resignation-sidebar: ರಾಜೀನಾಮೆಗೆ ಆಗ್ರಹ ವೈದ್ಯಕೀಯ ಶಿಕ್ಷಣ ಸಚಿವರಿಗೆ ಪತ್ರ ಬರೆದರೆ ನಿಮ್ಮ ಕೆಲಸ ಮುಗಿಯಿತು ಎಂಬಂತೆ ಸಚಿವರು ವರ್ತಿಸುತ್ತಿದ್ದಾರೆ. ಅಲ್ಲ, ಉಸ್ತುವಾರಿ ಸಚಿವರಾಗಿ ನೀವೇನು ಮಾಡುತ್ತಿದ್ದೀರಿ ಎಂದು ಪ್ರಶ್ನಿಸಿದರು. ಸಚಿವರು ಕೂಡಲೇ ರಾಜೀನಾಮೆ ನೀಡಬೇಕು ಎಂದು ಆಗ್ರಹಿಸಿದರು. ಕರೆದ ಬಳಿಕ ಕೋವಿಡ್‌ ಸಮಯದಲ್ಲಿ 750 ಹಾಸಿಗೆಗಳ ವ್ಯವಸ್ಥೆ ಮಾಡಲಾಗಿತ್ತು ಎಂದು ಹೇಳಿದರು.: [482, 325, 702, 593]
column-title: ಬಸವಗೀತೆ: [101, 123, 167, 147]
hospital-name: ತಾಲೂಕ ಸಾರ್ವಜನಿಕ ಆಸ್ಪತ್ರೆ, ಲಿಂಗಸೂಗೂರು, ಜಿ|| ರಾಯಚೂರು: [593, 1263, 927, 1280]
social-links: [700, 68, 823, 96]
edition-cities: [358, 68, 683, 98]
sharanamma-event-photo: [166, 956, 476, 1124]
kasapa-headline[interactable]: ಕಸಾಪ ಅಧ್ಯಕ್ಷ ಎಚ್.ಶಿವರಾಜ ಹುದ್ದೆ ವಜಾಗೊಳಿಸಲು ಪಟ್ಟು: [368, 618, 746, 643]
kridl-headline-1[interactable]: ಕೆಆರ್‌ಐಡಿಎಲ್‌ನಿಂದ ಅನುದಾನ ದುರ್ಬಳಕೆ;: [18, 603, 255, 623]
mudagal-headline[interactable]: ಹಾಲಬಾವಿ ವೀರಭದ್ರೇಶ್ವರ ಜಾತ್ರೆ: [368, 1272, 510, 1289]
column-divider: [586, 1258, 587, 1498]
city-link[interactable]: ● ಮೈಸೂರು: [529, 70, 563, 80]
notice-signature: ಸಹಿ/- ಮುಖ್ಯ ವೈದ್ಯಾಧಿಕಾರಿಗಳು ತಾಲೂಕ ಸಾರ್ವಜನಿಕ ಆಸ್ಪತ್ರೆ ಲಿಂಗಸುಗೂರು, ಜಿ. ರಾಯಚೂರು: [855, 1402, 919, 1426]
person-figure: [371, 991, 417, 1119]
city-link[interactable]: ● ರಾಯಚೂರು: [358, 85, 400, 95]
byline: ಸುದ್ದಿಮೂಲ ವಾರ್ತೆ: [18, 954, 61, 962]
person-figure: [809, 166, 849, 258]
officials-group-photo: [712, 149, 928, 267]
sharanamma-headline[interactable]: ಶರಣಮ್ಮ ತಾಯಿ ಅಧ್ಯಯನ ಪೀಠ ರಚಿಸಲು ಸಹಕರಿಸುವೆ - ಕುಲಪತಿ ಕೆಳಗಿನಮನಿ: [18, 925, 372, 941]
section-divider: [18, 1252, 928, 1254]
koshambi-story: ಆಯೋಗದ ಅಧ್ಯಕ್ಷರಾಗಿ ಅಧಿಕಾರ ಸ್ವೀಕಾರ ಮಕ್ಕಳ ಕ್ಷೇತ್ರದಲ್ಲಿ ಉತ್ತಮ ಸೇವೆ : ಕೋಸಂಬೆ ಸುದ್ದಿಮೂಲ ವಾರ್ತೆ ಕೊಪ್ಪಳ, ನ.04: ಕರ್ನಾಟಕ ರಾಜ್ಯ ಮಕ್ಕಳ ಹಕ್ಕುಗಳ ರಕ್ಷಣಾ ಆಯೋಗದ ಹಂಗಾಮಿ ಅಧ್ಯಕ್ಷರಾಗಿ ಶಶಿಧರ ಕೋಸಂಬೆ ಅಧಿಕಾರ ವಹಿಸಿಕೊಂಡರು. ಬೆಂಗಳೂರಿನ ಕ್ರಿಸೆಂಟ್ ಭವನದಲ್ಲಿ ಕರ್ನಾಟಕ ರಾಜ್ಯ ಮಕ್ಕಳ ಹಕ್ಕುಗಳ ರಕ್ಷಣಾ ಆಯೋಗದ ಕಚೇರಿಯಲ್ಲಿ ಅಧಿಕಾರ ಸ್ವೀಕರಿಸಿ ಮಾತನಾಡಿದ ಅವರು, ಮಕ್ಕಳ ಕ್ಷೇತ್ರದಲ್ಲಿ ಉತ್ತಮ ಸೇವೆ ಸಲ್ಲಿಸುವುದಾಗಿ ಹೇಳಿದರು. ರಾಜ್ಯದಲ್ಲಿ ಬಾಲ್ಯ ವಿವಾಹ, ಬಾಲ ಕಾರ್ಮಿಕ ಪದ್ಧತಿ, ಮಕ್ಕಳ ಮೇಲಿನ ದೌರ್ಜನ್ಯ ತಡೆಗೆ ಕ್ರಮ ಕೈಗೊಳ್ಳಲಾಗುವುದು. ಎಲ್ಲಾ ಜಿಲ್ಲೆಗಳಿಗೆ ಭೇಟಿ ನೀಡಿ ಪರಿಶೀಲನೆ ನಡೆಸಲಾಗುವುದು. ಈ ಸಂದರ್ಭದಲ್ಲಿ ಆಯೋಗದ ಸದಸ್ಯರು, ಅಧಿಕಾರಿಗಳು ಹಾಗೂ ಗಣ್ಯರು ಉಪಸ್ಥಿತರಿದ್ದರು. ಸಕ್ರಿಯ ಶಿಕ್ಷಣ ಚಳವಳಿಯ ಸದಸ್ಯರು ಅಭಿನಂದಿಸಿದರು.: [712, 117, 928, 336]
hospital-contact: ದೂರವಾಣಿ ಸಂಖ್ಯೆ : 08532-257283 ಮೊಬೈಲ್ ನಂ: 9986515047 E-mail : ghlgs20@gmail.com: [593, 1280, 927, 1292]
twitter-link[interactable]: twitter.com/@suddimoola22: [710, 84, 824, 93]
